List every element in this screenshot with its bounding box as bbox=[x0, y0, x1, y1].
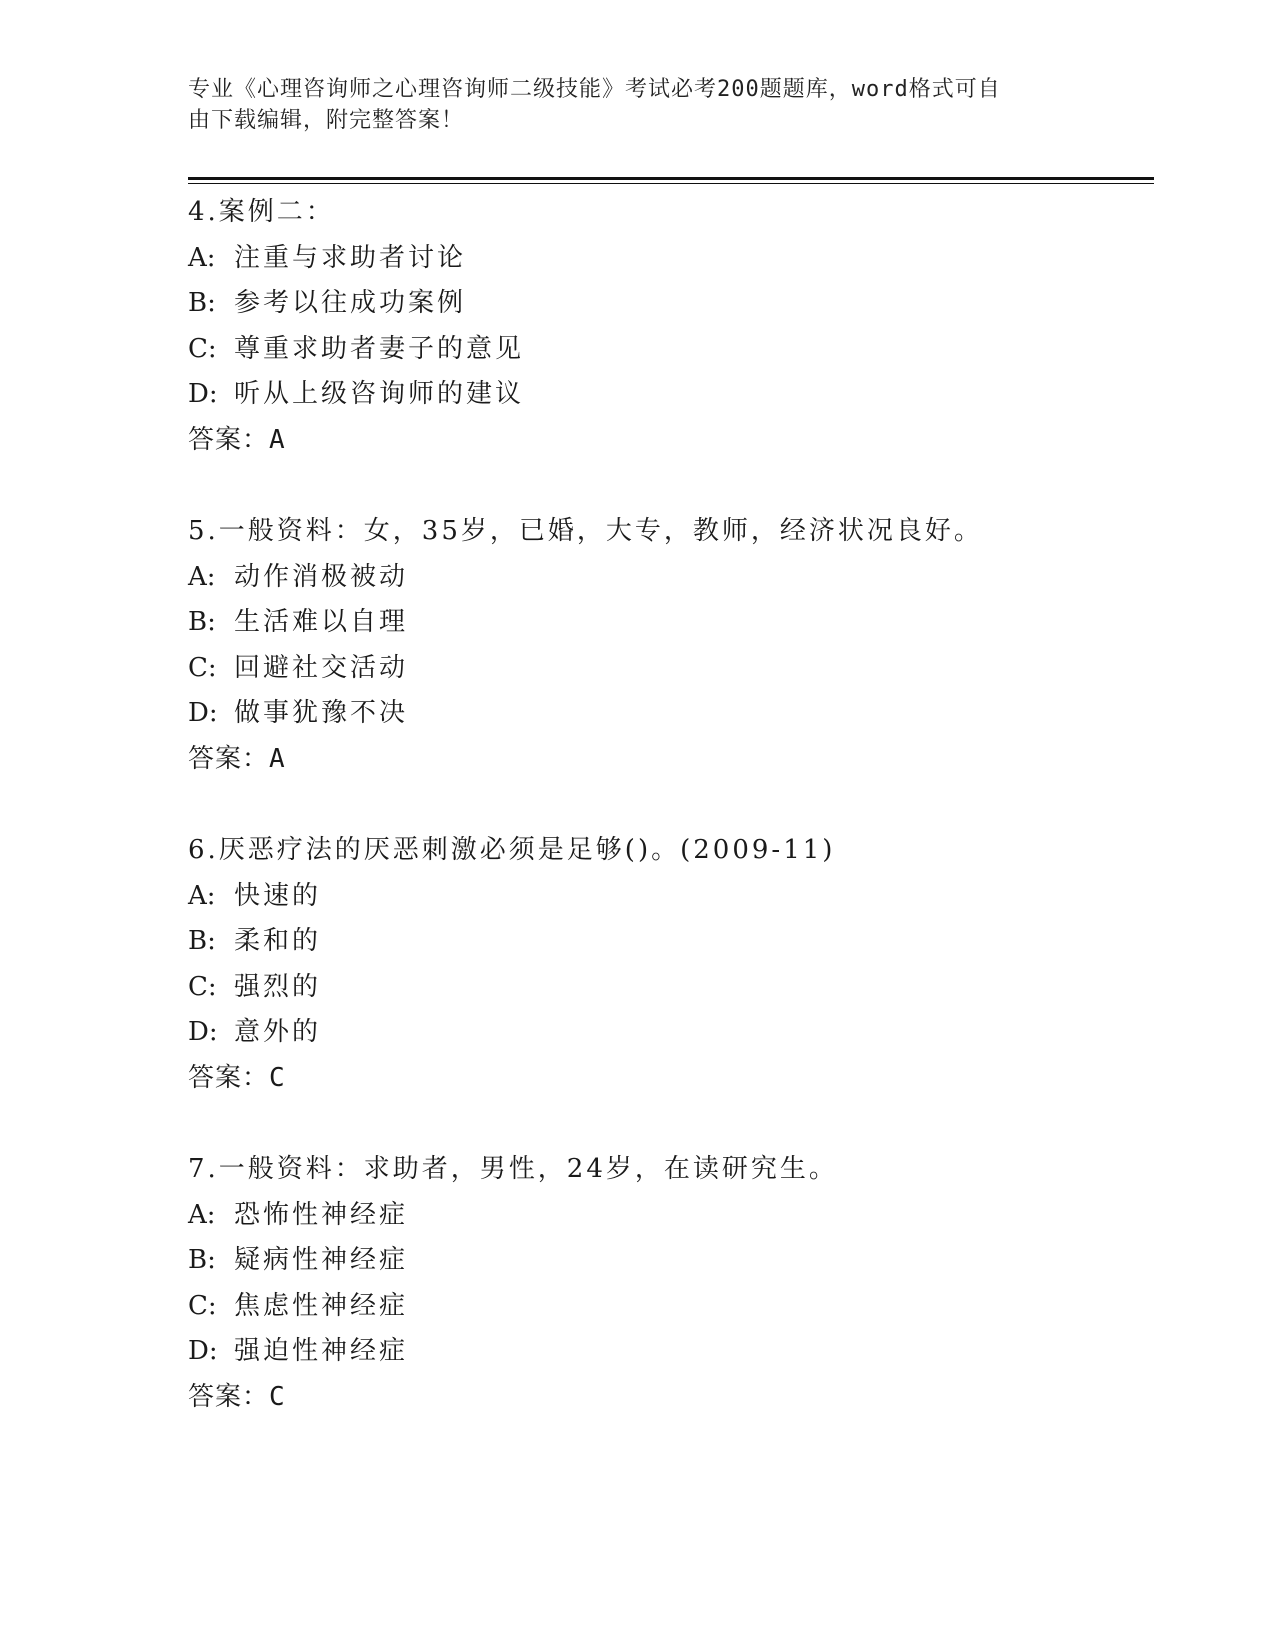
answer-value: C bbox=[269, 1381, 286, 1412]
header-divider-thick bbox=[188, 177, 1154, 180]
option-d bbox=[188, 1329, 1154, 1375]
option-a bbox=[188, 236, 1154, 282]
option-key: C: bbox=[188, 652, 217, 683]
answer-line bbox=[188, 1056, 1154, 1102]
option-a bbox=[188, 1193, 1154, 1239]
option-b bbox=[188, 600, 1154, 646]
option-key: D: bbox=[188, 698, 218, 728]
question-stem: 5.一般资料：女，35岁，已婚，大专，教师，经济状况良好。 bbox=[188, 516, 983, 546]
option-key: A: bbox=[188, 561, 216, 592]
option-d bbox=[188, 1010, 1154, 1056]
option-text: 回避社交活动 bbox=[234, 652, 409, 683]
option-text: 焦虑性神经症 bbox=[234, 1290, 409, 1321]
option-text: 疑病性神经症 bbox=[234, 1245, 409, 1275]
option-text: 做事犹豫不决 bbox=[234, 698, 409, 728]
question-4 bbox=[188, 190, 1154, 463]
option-a bbox=[188, 874, 1154, 920]
option-key: C: bbox=[188, 333, 217, 364]
option-text: 参考以往成功案例 bbox=[234, 288, 467, 318]
option-text: 生活难以自理 bbox=[234, 607, 409, 637]
question-stem: 6.厌恶疗法的厌恶刺激必须是足够()。(2009-11) bbox=[188, 835, 836, 865]
option-key: B: bbox=[188, 288, 216, 318]
option-text: 强烈的 bbox=[234, 971, 322, 1002]
question-stem: 7.一般资料：求助者，男性，24岁，在读研究生。 bbox=[188, 1154, 838, 1184]
question-7 bbox=[188, 1147, 1154, 1420]
option-text: 意外的 bbox=[234, 1017, 322, 1047]
header-line-1: 专业《心理咨询师之心理咨询师二级技能》考试必考200题题库，word格式可自 bbox=[188, 77, 1001, 102]
answer-label: 答案： bbox=[188, 1381, 270, 1412]
option-key: C: bbox=[188, 1290, 217, 1321]
option-key: B: bbox=[188, 607, 216, 637]
answer-label: 答案： bbox=[188, 1062, 270, 1093]
option-b bbox=[188, 281, 1154, 327]
answer-value: C bbox=[269, 1062, 286, 1093]
option-c bbox=[188, 646, 1154, 692]
question-5 bbox=[188, 509, 1154, 782]
header-line-2: 由下载编辑，附完整答案！ bbox=[188, 108, 465, 133]
answer-line bbox=[188, 1375, 1154, 1421]
answer-line bbox=[188, 418, 1154, 464]
option-key: A: bbox=[188, 1199, 216, 1230]
header-divider-thin bbox=[188, 183, 1154, 184]
option-key: D: bbox=[188, 379, 218, 409]
option-text: 听从上级咨询师的建议 bbox=[234, 379, 525, 409]
option-key: A: bbox=[188, 242, 216, 273]
answer-label: 答案： bbox=[188, 743, 270, 774]
question-6 bbox=[188, 828, 1154, 1101]
option-c bbox=[188, 1284, 1154, 1330]
option-key: C: bbox=[188, 971, 217, 1002]
option-c bbox=[188, 965, 1154, 1011]
option-text: 注重与求助者讨论 bbox=[234, 242, 467, 273]
document-header bbox=[188, 74, 1068, 136]
option-key: A: bbox=[188, 880, 216, 911]
option-d bbox=[188, 691, 1154, 737]
question-stem: 4.案例二： bbox=[188, 197, 335, 227]
answer-value: A bbox=[269, 743, 286, 774]
answer-line bbox=[188, 737, 1154, 783]
option-text: 快速的 bbox=[234, 880, 322, 911]
question-list bbox=[188, 190, 1154, 1466]
answer-label: 答案： bbox=[188, 424, 270, 455]
option-text: 强迫性神经症 bbox=[234, 1336, 409, 1366]
option-key: B: bbox=[188, 1245, 216, 1275]
option-key: B: bbox=[188, 926, 216, 956]
option-text: 恐怖性神经症 bbox=[234, 1199, 409, 1230]
option-key: D: bbox=[188, 1017, 218, 1047]
option-text: 动作消极被动 bbox=[234, 561, 409, 592]
option-b bbox=[188, 919, 1154, 965]
option-a bbox=[188, 555, 1154, 601]
answer-value: A bbox=[269, 424, 286, 455]
option-b bbox=[188, 1238, 1154, 1284]
option-d bbox=[188, 372, 1154, 418]
option-text: 尊重求助者妻子的意见 bbox=[234, 333, 525, 364]
option-text: 柔和的 bbox=[234, 926, 322, 956]
option-key: D: bbox=[188, 1336, 218, 1366]
option-c bbox=[188, 327, 1154, 373]
